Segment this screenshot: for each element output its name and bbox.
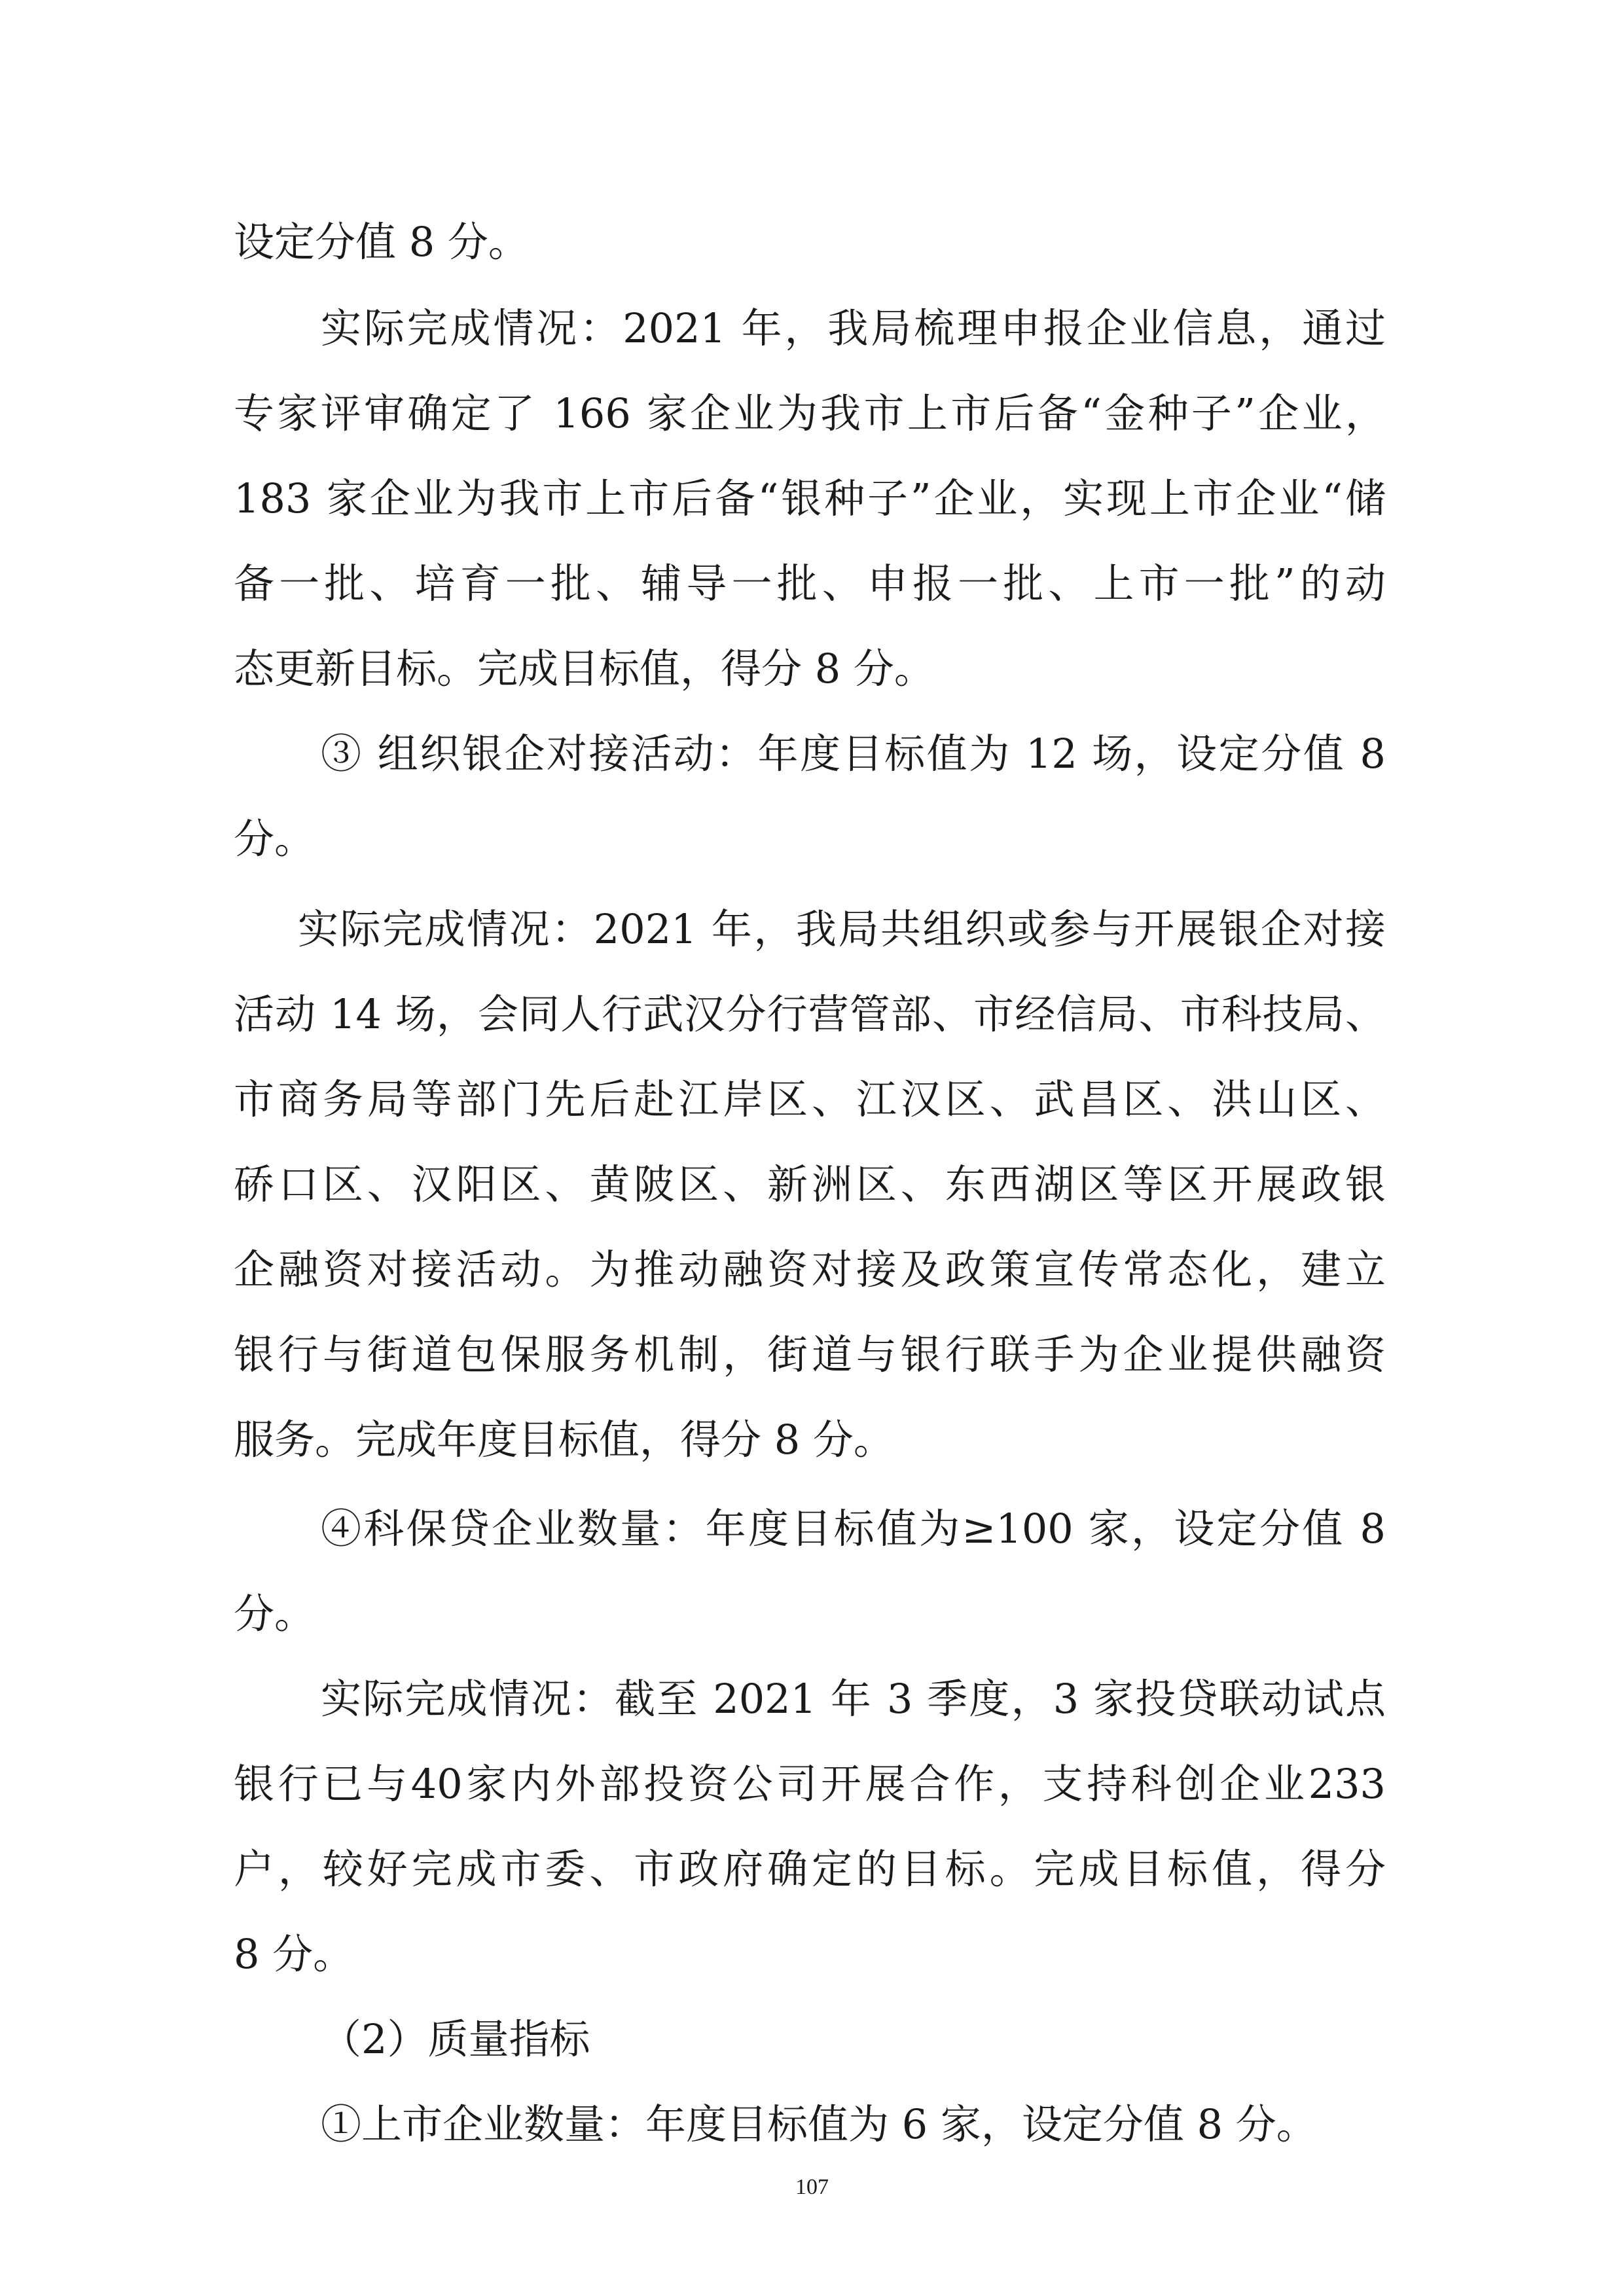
text-line: 市商务局等部门先后赴江岸区、江汉区、武昌区、洪山区、 xyxy=(234,1075,1386,1123)
text-line: ①上市企业数量：年度目标值为 6 家，设定分值 8 分。 xyxy=(321,2100,1317,2148)
text-line: 活动 14 场，会同人行武汉分行营管部、市经信局、市科技局、 xyxy=(234,990,1386,1038)
text-line: 服务。完成年度目标值，得分 8 分。 xyxy=(234,1416,894,1463)
text-line: 企融资对接活动。为推动融资对接及政策宣传常态化，建立 xyxy=(234,1246,1386,1293)
text-line: 备一批、培育一批、辅导一批、申报一批、上市一批”的动 xyxy=(234,560,1386,607)
text-line: 8 分。 xyxy=(234,1930,354,1978)
text-line: ④科保贷企业数量：年度目标值为≥100 家，设定分值 8 xyxy=(321,1505,1386,1552)
text-line: 银行已与40家内外部投资公司开展合作，支持科创企业233 xyxy=(234,1760,1386,1808)
text-line: 户，较好完成市委、市政府确定的目标。完成目标值，得分 xyxy=(234,1845,1386,1893)
text-line: 设定分值 8 分。 xyxy=(234,218,529,266)
text-line: 专家评审确定了 166 家企业为我市上市后备“金种子”企业， xyxy=(234,389,1386,437)
section-heading: （2）质量指标 xyxy=(321,2015,590,2063)
text-line: 183 家企业为我市上市后备“银种子”企业，实现上市企业“储 xyxy=(234,475,1386,522)
text-line: 实际完成情况：截至 2021 年 3 季度，3 家投贷联动试点 xyxy=(321,1675,1386,1723)
text-line: ③ 组织银企对接活动：年度目标值为 12 场，设定分值 8 xyxy=(321,730,1386,778)
page-number: 107 xyxy=(795,2175,829,2199)
text-line: 硚口区、汉阳区、黄陂区、新洲区、东西湖区等区开展政银 xyxy=(234,1160,1386,1208)
text-line: 实际完成情况：2021 年，我局梳理申报企业信息，通过 xyxy=(321,304,1386,352)
text-line: 银行与街道包保服务机制，街道与银行联手为企业提供融资 xyxy=(234,1331,1386,1378)
text-line: 分。 xyxy=(234,815,316,863)
text-line: 实际完成情况：2021 年，我局共组织或参与开展银企对接 xyxy=(298,905,1386,953)
text-line: 态更新目标。完成目标值，得分 8 分。 xyxy=(234,645,935,692)
text-line: 分。 xyxy=(234,1590,316,1638)
